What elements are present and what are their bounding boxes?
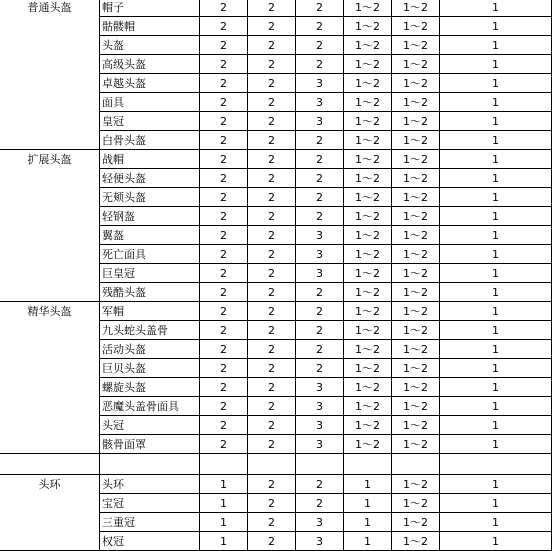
value-cell: 2 (296, 17, 344, 36)
value-cell: 2 (296, 36, 344, 55)
value-cell: 2 (248, 397, 296, 416)
value-cell: 2 (200, 55, 248, 74)
value-cell: 1 (440, 0, 552, 17)
value-cell: 1～2 (392, 378, 440, 397)
value-cell: 2 (296, 0, 344, 17)
value-cell: 2 (248, 416, 296, 435)
value-cell: 1～2 (392, 321, 440, 340)
value-cell: 2 (248, 378, 296, 397)
group-cell (0, 207, 100, 226)
table-row (0, 454, 552, 475)
value-cell: 2 (200, 17, 248, 36)
value-cell: 1 (440, 169, 552, 188)
value-cell: 1 (200, 475, 248, 494)
value-cell: 2 (248, 207, 296, 226)
value-cell: 1 (440, 245, 552, 264)
value-cell: 1 (440, 321, 552, 340)
group-cell (0, 55, 100, 74)
value-cell: 2 (296, 131, 344, 150)
value-cell: 2 (200, 416, 248, 435)
value-cell: 1～2 (344, 245, 392, 264)
value-cell: 1～2 (344, 131, 392, 150)
value-cell: 2 (200, 188, 248, 207)
group-cell (0, 378, 100, 397)
value-cell: 3 (296, 435, 344, 454)
value-cell: 1 (440, 207, 552, 226)
value-cell: 1～2 (392, 131, 440, 150)
value-cell: 1～2 (392, 416, 440, 435)
value-cell: 2 (248, 150, 296, 169)
item-name-cell: 宝冠 (100, 494, 200, 513)
value-cell: 1 (440, 494, 552, 513)
table-row (0, 169, 552, 188)
value-cell: 1～2 (392, 359, 440, 378)
item-name-cell: 九头蛇头盖骨 (100, 321, 200, 340)
item-name-cell: 三重冠 (100, 513, 200, 532)
value-cell: 2 (200, 378, 248, 397)
value-cell: 2 (200, 245, 248, 264)
value-cell: 1～2 (344, 74, 392, 93)
value-cell: 1～2 (392, 0, 440, 17)
value-cell: 3 (296, 93, 344, 112)
table-row (0, 112, 552, 131)
item-name-cell: 巨皇冠 (100, 264, 200, 283)
group-cell (0, 112, 100, 131)
value-cell: 2 (296, 55, 344, 74)
item-name-cell: 恶魔头盖骨面具 (100, 397, 200, 416)
value-cell: 1～2 (392, 207, 440, 226)
value-cell: 2 (248, 435, 296, 454)
value-cell: 2 (248, 169, 296, 188)
value-cell: 2 (296, 188, 344, 207)
group-cell (0, 513, 100, 532)
value-cell: 1～2 (392, 513, 440, 532)
value-cell: 2 (248, 283, 296, 302)
value-cell: 1～2 (344, 378, 392, 397)
item-name-cell: 军帽 (100, 302, 200, 321)
item-name-cell: 残酷头盔 (100, 283, 200, 302)
table-row (0, 475, 552, 494)
table-row (0, 0, 552, 17)
item-name-cell: 白骨头盔 (100, 131, 200, 150)
group-cell: 普通头盔 (0, 0, 100, 17)
value-cell: 2 (248, 112, 296, 131)
value-cell: 1～2 (392, 74, 440, 93)
value-cell: 2 (200, 226, 248, 245)
value-cell: 2 (296, 302, 344, 321)
value-cell: 2 (248, 226, 296, 245)
value-cell: 1 (440, 74, 552, 93)
value-cell: 2 (248, 74, 296, 93)
value-cell (392, 454, 440, 475)
value-cell: 1～2 (344, 359, 392, 378)
value-cell: 1 (200, 532, 248, 551)
group-cell (0, 494, 100, 513)
value-cell: 1 (440, 397, 552, 416)
table-row (0, 532, 552, 551)
value-cell: 2 (248, 245, 296, 264)
value-cell: 2 (200, 0, 248, 17)
value-cell: 2 (248, 475, 296, 494)
group-cell (0, 169, 100, 188)
value-cell: 1～2 (344, 321, 392, 340)
value-cell: 1 (440, 131, 552, 150)
value-cell: 1 (440, 226, 552, 245)
value-cell: 1～2 (392, 397, 440, 416)
group-cell (0, 435, 100, 454)
value-cell: 1～2 (344, 93, 392, 112)
group-cell (0, 264, 100, 283)
value-cell: 1 (344, 494, 392, 513)
value-cell: 1 (440, 188, 552, 207)
value-cell: 1 (440, 340, 552, 359)
group-cell (0, 226, 100, 245)
table-row (0, 494, 552, 513)
value-cell (248, 454, 296, 475)
value-cell: 1～2 (392, 55, 440, 74)
value-cell: 2 (200, 264, 248, 283)
group-cell (0, 131, 100, 150)
group-cell: 精华头盔 (0, 302, 100, 321)
value-cell: 1 (440, 93, 552, 112)
item-name-cell: 骸骨面罩 (100, 435, 200, 454)
table-row (0, 513, 552, 532)
value-cell: 1～2 (392, 188, 440, 207)
value-cell: 1～2 (392, 340, 440, 359)
value-cell: 1～2 (344, 169, 392, 188)
group-cell (0, 74, 100, 93)
value-cell: 1～2 (344, 188, 392, 207)
group-cell (0, 340, 100, 359)
value-cell: 1 (440, 435, 552, 454)
table-row (0, 283, 552, 302)
value-cell: 2 (200, 93, 248, 112)
value-cell: 2 (248, 532, 296, 551)
value-cell: 1～2 (344, 416, 392, 435)
value-cell: 2 (200, 283, 248, 302)
value-cell: 2 (248, 302, 296, 321)
value-cell: 1～2 (392, 435, 440, 454)
item-name-cell: 活动头盔 (100, 340, 200, 359)
value-cell (200, 454, 248, 475)
value-cell: 1 (440, 302, 552, 321)
value-cell: 2 (248, 17, 296, 36)
value-cell: 3 (296, 264, 344, 283)
group-cell (0, 454, 100, 475)
group-cell (0, 188, 100, 207)
value-cell: 2 (248, 36, 296, 55)
item-name-cell: 帽子 (100, 0, 200, 17)
group-cell (0, 321, 100, 340)
group-cell (0, 416, 100, 435)
value-cell: 1 (440, 112, 552, 131)
value-cell: 2 (248, 340, 296, 359)
value-cell: 2 (248, 55, 296, 74)
value-cell: 1～2 (344, 302, 392, 321)
group-cell (0, 397, 100, 416)
value-cell: 1～2 (344, 112, 392, 131)
item-name-cell: 卓越头盔 (100, 74, 200, 93)
value-cell: 1～2 (392, 283, 440, 302)
value-cell: 1 (440, 513, 552, 532)
table-row (0, 321, 552, 340)
value-cell: 2 (296, 494, 344, 513)
table-row (0, 340, 552, 359)
value-cell: 2 (200, 131, 248, 150)
value-cell (440, 454, 552, 475)
group-cell: 扩展头盔 (0, 150, 100, 169)
value-cell: 1～2 (392, 112, 440, 131)
item-name-cell: 无颊头盔 (100, 188, 200, 207)
value-cell: 2 (248, 321, 296, 340)
value-cell: 1 (200, 513, 248, 532)
value-cell: 2 (200, 150, 248, 169)
table-row (0, 207, 552, 226)
item-name-cell: 骷髅帽 (100, 17, 200, 36)
value-cell: 2 (296, 475, 344, 494)
value-cell: 2 (248, 264, 296, 283)
item-name-cell: 巨贝头盔 (100, 359, 200, 378)
item-name-cell (100, 454, 200, 475)
table-row (0, 93, 552, 112)
value-cell: 2 (296, 207, 344, 226)
value-cell: 1～2 (392, 93, 440, 112)
group-cell (0, 245, 100, 264)
value-cell (344, 454, 392, 475)
group-cell (0, 359, 100, 378)
value-cell: 2 (248, 131, 296, 150)
value-cell: 1～2 (344, 397, 392, 416)
item-name-cell: 螺旋头盔 (100, 378, 200, 397)
table-row (0, 188, 552, 207)
value-cell: 1 (440, 416, 552, 435)
value-cell (296, 454, 344, 475)
value-cell: 2 (200, 359, 248, 378)
value-cell: 1～2 (344, 283, 392, 302)
value-cell: 2 (200, 397, 248, 416)
value-cell: 1 (440, 475, 552, 494)
table-row (0, 55, 552, 74)
value-cell: 2 (296, 283, 344, 302)
item-name-cell: 高级头盔 (100, 55, 200, 74)
value-cell: 1～2 (392, 17, 440, 36)
value-cell: 1～2 (392, 245, 440, 264)
group-cell (0, 17, 100, 36)
table-row (0, 150, 552, 169)
group-cell (0, 283, 100, 302)
table-row (0, 131, 552, 150)
value-cell: 1～2 (344, 55, 392, 74)
item-name-cell: 翼盔 (100, 226, 200, 245)
value-cell: 1～2 (344, 17, 392, 36)
value-cell: 3 (296, 416, 344, 435)
table-row (0, 264, 552, 283)
table-row (0, 74, 552, 93)
value-cell: 1 (440, 36, 552, 55)
item-name-cell: 轻便头盔 (100, 169, 200, 188)
value-cell: 1 (440, 359, 552, 378)
group-cell (0, 36, 100, 55)
value-cell: 3 (296, 378, 344, 397)
value-cell: 2 (296, 321, 344, 340)
value-cell: 1～2 (344, 207, 392, 226)
item-name-cell: 头冠 (100, 416, 200, 435)
group-cell (0, 532, 100, 551)
value-cell: 2 (200, 321, 248, 340)
item-name-cell: 死亡面具 (100, 245, 200, 264)
value-cell: 1～2 (392, 302, 440, 321)
value-cell: 1～2 (344, 226, 392, 245)
value-cell: 2 (248, 513, 296, 532)
value-cell: 1～2 (344, 435, 392, 454)
table-row (0, 245, 552, 264)
value-cell: 3 (296, 397, 344, 416)
value-cell: 2 (200, 112, 248, 131)
item-name-cell: 皇冠 (100, 112, 200, 131)
value-cell: 2 (296, 169, 344, 188)
value-cell: 2 (296, 150, 344, 169)
value-cell: 1 (440, 264, 552, 283)
value-cell: 2 (248, 93, 296, 112)
item-name-cell: 面具 (100, 93, 200, 112)
value-cell: 1～2 (344, 36, 392, 55)
value-cell: 1～2 (392, 226, 440, 245)
value-cell: 1～2 (392, 36, 440, 55)
value-cell: 3 (296, 112, 344, 131)
item-name-cell: 头环 (100, 475, 200, 494)
value-cell: 3 (296, 74, 344, 93)
value-cell: 1 (200, 494, 248, 513)
table-row (0, 397, 552, 416)
value-cell: 1 (440, 55, 552, 74)
value-cell: 3 (296, 245, 344, 264)
value-cell: 2 (200, 340, 248, 359)
value-cell: 1～2 (392, 494, 440, 513)
value-cell: 1～2 (344, 264, 392, 283)
value-cell: 1 (344, 513, 392, 532)
item-name-cell: 轻钢盔 (100, 207, 200, 226)
table-row (0, 17, 552, 36)
value-cell: 1～2 (392, 475, 440, 494)
value-cell: 1 (440, 17, 552, 36)
value-cell: 1～2 (392, 264, 440, 283)
value-cell: 3 (296, 532, 344, 551)
group-cell: 头环 (0, 475, 100, 494)
value-cell: 2 (248, 0, 296, 17)
value-cell: 1～2 (392, 169, 440, 188)
table-row (0, 435, 552, 454)
value-cell: 1～2 (392, 150, 440, 169)
value-cell: 2 (248, 494, 296, 513)
table-row (0, 359, 552, 378)
value-cell: 2 (296, 359, 344, 378)
value-cell: 2 (200, 302, 248, 321)
value-cell: 2 (200, 435, 248, 454)
value-cell: 2 (200, 74, 248, 93)
value-cell: 2 (200, 207, 248, 226)
value-cell: 1 (344, 475, 392, 494)
table-row (0, 36, 552, 55)
value-cell: 2 (200, 169, 248, 188)
value-cell: 1 (440, 532, 552, 551)
value-cell: 1 (440, 150, 552, 169)
table-row (0, 416, 552, 435)
value-cell: 1 (344, 532, 392, 551)
item-name-cell: 头盔 (100, 36, 200, 55)
value-cell: 1 (440, 378, 552, 397)
value-cell: 2 (248, 188, 296, 207)
value-cell: 1～2 (344, 0, 392, 17)
group-cell (0, 93, 100, 112)
value-cell: 3 (296, 226, 344, 245)
value-cell: 1～2 (392, 532, 440, 551)
value-cell: 1～2 (344, 340, 392, 359)
table-row (0, 302, 552, 321)
value-cell: 2 (296, 340, 344, 359)
table-row (0, 378, 552, 397)
value-cell: 3 (296, 513, 344, 532)
table-row (0, 226, 552, 245)
value-cell: 2 (248, 359, 296, 378)
value-cell: 1 (440, 283, 552, 302)
value-cell: 1～2 (344, 150, 392, 169)
value-cell: 2 (200, 36, 248, 55)
item-name-cell: 战帽 (100, 150, 200, 169)
item-name-cell: 权冠 (100, 532, 200, 551)
